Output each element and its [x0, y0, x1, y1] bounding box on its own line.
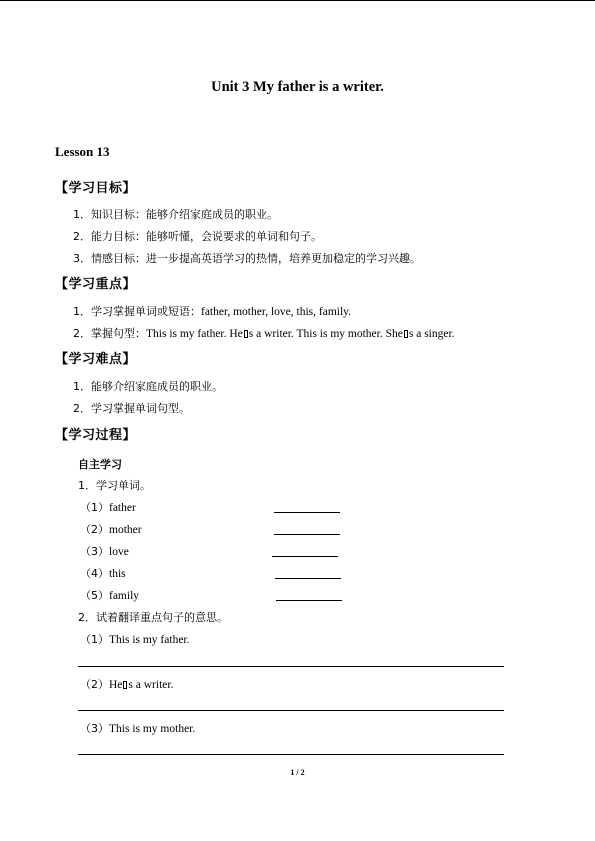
word-blank-2[interactable]	[274, 534, 340, 535]
header-rule	[0, 0, 595, 1]
key-point-2: 2．掌握句型：This is my father. He s a writer. This is my mother. She s a singer.	[73, 327, 455, 340]
task-2: 2．试着翻译重点句子的意思。	[78, 611, 228, 624]
apostrophe-glyph	[123, 681, 127, 689]
answer-line-1[interactable]	[78, 666, 504, 667]
section-key-points: 【学习重点】	[55, 277, 137, 292]
word-item-2: （2）mother	[80, 523, 142, 536]
word-blank-3[interactable]	[272, 556, 338, 557]
self-study-heading: 自主学习	[78, 458, 122, 471]
apostrophe-glyph	[404, 330, 408, 338]
page-number: 1 / 2	[290, 768, 305, 777]
page-title: Unit 3 My father is a writer.	[211, 79, 384, 95]
difficulty-item-1: 1．能够介绍家庭成员的职业。	[73, 380, 223, 393]
sentence-item-3: （3）This is my mother.	[80, 722, 196, 735]
answer-line-2[interactable]	[78, 710, 504, 711]
apostrophe-glyph	[244, 330, 248, 338]
goal-item-3: 3．情感目标：进一步提高英语学习的热情，培养更加稳定的学习兴趣。	[73, 252, 421, 265]
sentence-item-1: （1）This is my father.	[80, 633, 190, 646]
section-process: 【学习过程】	[55, 428, 137, 443]
answer-line-3[interactable]	[78, 754, 504, 755]
word-item-3: （3）love	[80, 545, 129, 558]
word-item-4: （4）this	[80, 567, 126, 580]
section-difficulties: 【学习难点】	[55, 352, 137, 367]
lesson-heading: Lesson 13	[55, 144, 110, 159]
section-goals: 【学习目标】	[55, 181, 137, 196]
word-blank-1[interactable]	[274, 512, 340, 513]
sentence-item-2: （2）He s a writer.	[80, 678, 174, 691]
word-item-5: （5）family	[80, 589, 140, 602]
task-1: 1．学习单词。	[78, 479, 151, 492]
difficulty-item-2: 2．学习掌握单词句型。	[73, 402, 190, 415]
goal-item-1: 1．知识目标：能够介绍家庭成员的职业。	[73, 208, 278, 221]
word-item-1: （1）father	[80, 501, 136, 514]
word-blank-5[interactable]	[276, 600, 342, 601]
key-point-1: 1．学习掌握单词或短语：father, mother, love, this, family.	[73, 305, 352, 318]
goal-item-2: 2．能力目标：能够听懂，会说要求的单词和句子。	[73, 230, 322, 243]
word-blank-4[interactable]	[275, 578, 341, 579]
